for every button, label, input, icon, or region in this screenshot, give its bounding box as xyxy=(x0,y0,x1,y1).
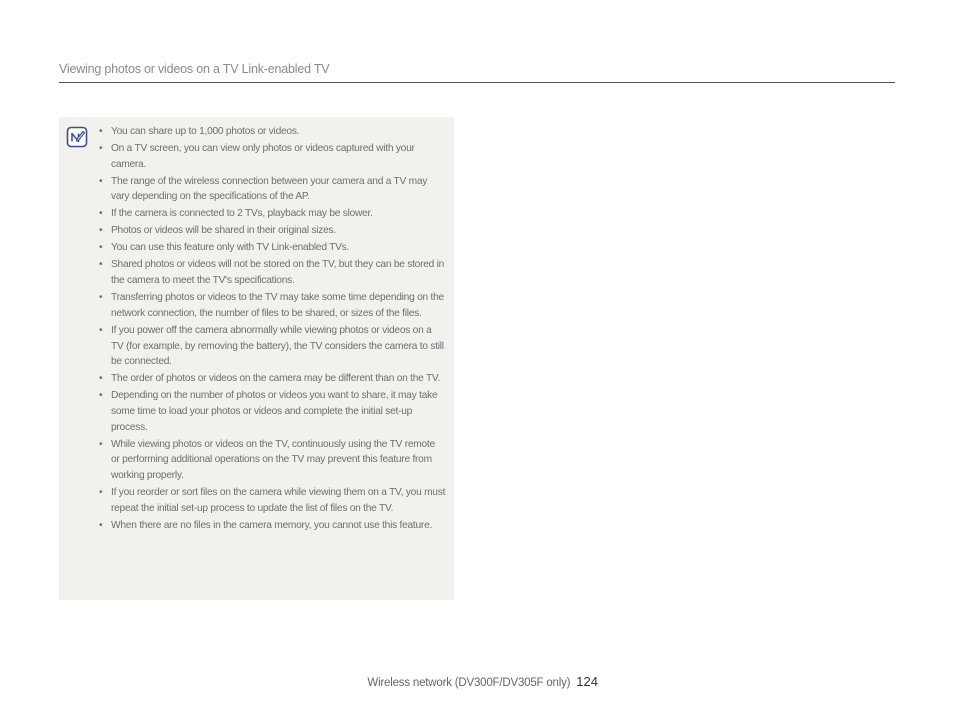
note-list-item xyxy=(98,124,446,140)
bullet-icon: • xyxy=(99,292,103,304)
note-item-text: Transferring photos or videos to the TV may take some time depending on the network connection, the number of files to be shared, or sizes of the files. xyxy=(111,292,444,319)
note-list-item xyxy=(98,206,446,222)
header-divider xyxy=(59,82,895,83)
note-pencil-icon xyxy=(66,126,88,148)
footer-section-title: Wireless network (DV300F/DV305F only) xyxy=(367,677,571,689)
note-item-text: Photos or videos will be shared in their original sizes. xyxy=(111,225,336,237)
note-item-text: You can share up to 1,000 photos or videos. xyxy=(111,126,300,137)
bullet-icon: • xyxy=(99,143,103,154)
page-number: 124 xyxy=(576,674,598,689)
note-item-text: On a TV screen, you can view only photos or videos captured with your camera. xyxy=(111,143,415,170)
page-header-title: Viewing photos or videos on a TV Link-enabled TV xyxy=(59,62,330,76)
note-list-item xyxy=(98,290,446,321)
bullet-icon: • xyxy=(99,225,103,237)
note-list xyxy=(98,124,446,535)
bullet-icon: • xyxy=(99,175,103,187)
note-list-item xyxy=(98,388,446,435)
bullet-icon: • xyxy=(99,208,103,220)
note-item-text: While viewing photos or videos on the TV, continuously using the TV remote or performing additional operations on the TV may prevent this feature from working properly. xyxy=(111,438,435,482)
note-item-text: The order of photos or videos on the camera may be different than on the TV. xyxy=(111,373,441,385)
note-list-item xyxy=(98,223,446,239)
page-footer xyxy=(367,673,598,691)
note-item-text: If you power off the camera abnormally while viewing photos or videos on a TV (for example, by removing the battery), the TV considers the camera to still be connected. xyxy=(111,324,444,368)
note-list-item xyxy=(98,437,446,484)
note-item-text: If the camera is connected to 2 TVs, playback may be slower. xyxy=(111,208,373,220)
bullet-icon: • xyxy=(99,390,103,402)
note-item-text: Depending on the number of photos or videos you want to share, it may take some time to load your photos or videos and complete the initial set-up process. xyxy=(111,390,438,433)
note-item-text: If you reorder or sort files on the camera while viewing them on a TV, you must repeat the initial set-up process to update the list of files on the TV. xyxy=(111,487,446,514)
note-list-item xyxy=(98,371,446,387)
note-list-item xyxy=(98,518,446,534)
bullet-icon: • xyxy=(99,126,103,137)
bullet-icon: • xyxy=(99,438,103,450)
note-list-item xyxy=(98,141,446,172)
note-list-item xyxy=(98,323,446,370)
bullet-icon: • xyxy=(99,242,103,254)
bullet-icon: • xyxy=(99,519,103,531)
bullet-icon: • xyxy=(99,259,103,271)
note-item-text: You can use this feature only with TV Link-enabled TVs. xyxy=(111,242,350,254)
note-item-text: When there are no files in the camera memory, you cannot use this feature. xyxy=(111,519,433,531)
bullet-icon: • xyxy=(99,373,103,385)
note-list-item xyxy=(98,240,446,256)
bullet-icon: • xyxy=(99,324,103,336)
note-list-item xyxy=(98,485,446,516)
note-item-text: Shared photos or videos will not be stored on the TV, but they can be stored in the camera to meet the TV's specifications. xyxy=(111,259,445,287)
bullet-icon: • xyxy=(99,487,103,499)
note-list-item xyxy=(98,257,446,288)
note-list-item xyxy=(98,174,446,205)
note-item-text: The range of the wireless connection between your camera and a TV may vary depending on the specifications of the AP. xyxy=(111,175,428,203)
